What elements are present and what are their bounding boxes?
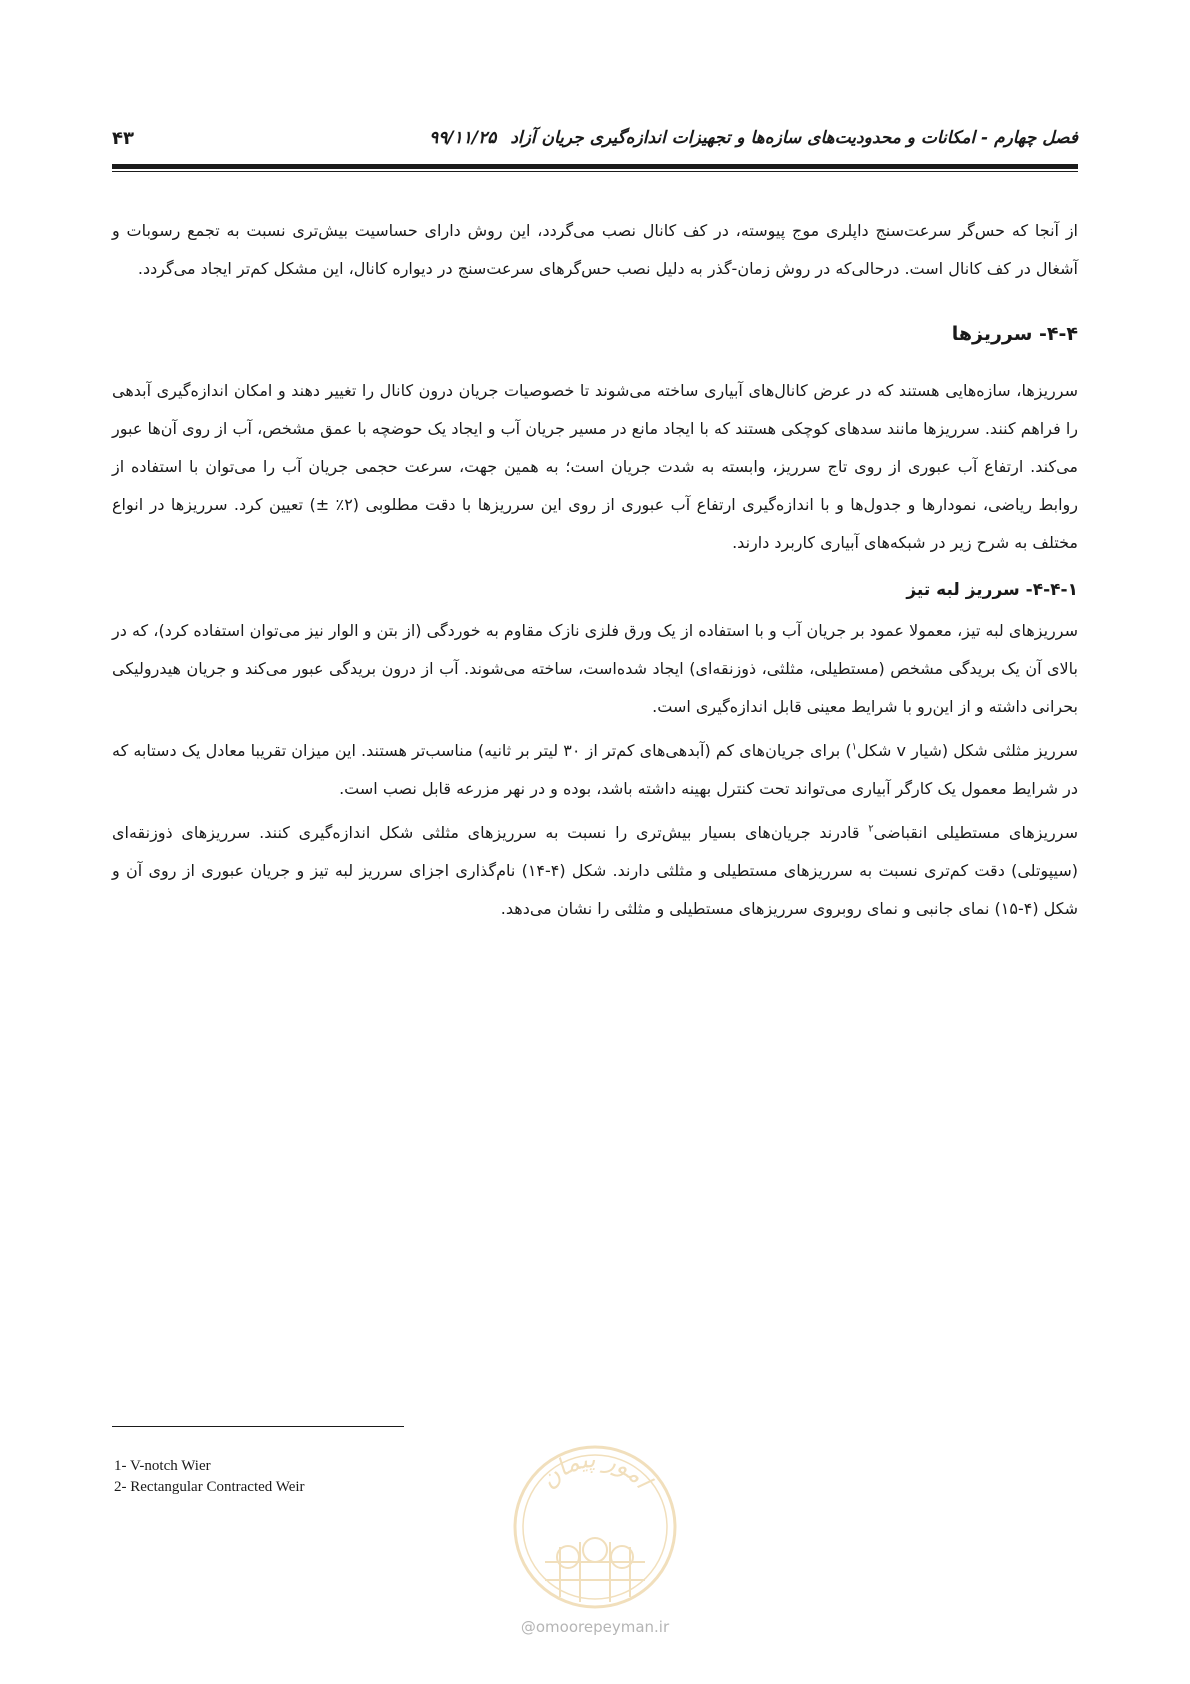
v-notch-text-end: ) برای جریان‌های کم (آبدهی‌های کم‌تر از ۳۰ لیتر بر ثانیه) مناسب‌تر هستند. این میزان تقریبا معادل یک دستابه که در شرایط معمول یک کارگر آبیاری می‌تواند تحت کنترل بهینه داشته باشد، بوده و در نهر مزرعه قابل نصب است. [112, 741, 1078, 798]
rectangular-weir-paragraph [112, 814, 1078, 928]
section-heading: ۴-۴- سرریزها [951, 323, 1078, 345]
v-notch-text-start: سرریز مثلثی شکل (شیار v شکل [857, 741, 1079, 760]
header-rule-thick [112, 164, 1078, 169]
footnote-2: 2- Rectangular Contracted Weir [114, 1479, 305, 1495]
header-date: ۹۹/۱۱/۲۵ [429, 128, 497, 148]
rect-text-start: سرریزهای مستطیلی انقباضی [873, 823, 1078, 842]
footnote-separator [112, 1426, 404, 1427]
subsection-heading: ۴-۴-۱- سرریز لبه تیز [906, 580, 1078, 600]
chapter-title: فصل چهارم - امکانات و محدودیت‌های سازه‌ها و تجهیزات اندازه‌گیری جریان آزاد [510, 128, 1078, 148]
watermark-caption: @omoorepeyman.ir [520, 1618, 670, 1636]
sharp-crested-paragraph: سرریزهای لبه تیز، معمولا عمود بر جریان آب و با استفاده از یک ورق فلزی نازک مقاوم به خوردگی (از بتن و الوار نیز می‌توان استفاده کرد)، که در بالای آن یک بریدگی مشخص (مستطیلی، مثلثی، ذوزنقه‌ای) ایجاد شده‌است، ساخته می‌شوند. آب از درون بریدگی عبور می‌کند و جریان هیدرولیکی بحرانی داشته و از این‌رو با شرایط معینی قابل اندازه‌گیری است. [112, 621, 1078, 716]
footnote-ref-1[interactable]: ۱ [851, 741, 857, 753]
footnote-ref-2[interactable]: ۲ [868, 823, 874, 835]
intro-paragraph: از آنجا که حس‌گر سرعت‌سنج داپلری موج پیوسته، در کف کانال نصب می‌گردد، این روش دارای حساسیت بیش‌تری نسبت به تجمع رسوبات و آشغال در کف کانال است. درحالی‌که در روش زمان-گذر به دلیل نصب حس‌گرهای سرعت‌سنج در دیواره کانال، این مشکل کم‌تر ایجاد می‌گردد. [112, 221, 1078, 278]
svg-text:امور پیمان [534, 1445, 658, 1495]
page-header [112, 128, 1078, 154]
footnotes [114, 1456, 305, 1498]
watermark-logo-icon [510, 1442, 680, 1612]
page-content [112, 212, 1078, 928]
header-rule-thin [112, 171, 1078, 172]
rect-text-end: قادرند جریان‌های بسیار بیش‌تری را نسبت به سرریزهای مثلثی شکل اندازه‌گیری کنند. سرریزهای ذوزنقه‌ای (سیپوتلی) دقت کم‌تری نسبت به سرریزهای مستطیلی و مثلثی دارند. شکل (۴-۱۴) نام‌گذاری اجزای سرریز لبه تیز و جریان عبوری از روی آن و شکل (۴-۱۵) نمای جانبی و نمای روبروی سرریزهای مستطیلی و مثلثی را نشان می‌دهد. [112, 823, 1079, 918]
page-number: ۴۳ [112, 128, 134, 149]
footnote-1: 1- V-notch Wier [114, 1458, 211, 1474]
watermark-logo-text: امور پیمان [534, 1444, 657, 1494]
running-title [429, 128, 1078, 148]
weirs-paragraph: سرریزها، سازه‌هایی هستند که در عرض کانال‌های آبیاری ساخته می‌شوند تا خصوصیات جریان درون کانال را تغییر دهند و امکان اندازه‌گیری آبدهی را فراهم کنند. سرریزها مانند سدهای کوچکی هستند که با ایجاد مانع در مسیر جریان آب و ایجاد یک حوضچه با عمق مشخص، آب از روی آن‌ها عبور می‌کند. ارتفاع آب عبوری از روی تاج سرریز، وابسته به شدت جریان است؛ به همین جهت، سرعت حجمی جریان آب را می‌توان با استفاده از روابط ریاضی، نمودارها و جدول‌ها و با اندازه‌گیری ارتفاع آب عبوری از روی این سرریزها با دقت مطلوبی (۲٪ ±) تعیین کرد. سرریزها در انواع مختلف به شرح زیر در شبکه‌های آبیاری کاربرد دارند. [112, 381, 1078, 552]
v-notch-paragraph [112, 732, 1078, 808]
